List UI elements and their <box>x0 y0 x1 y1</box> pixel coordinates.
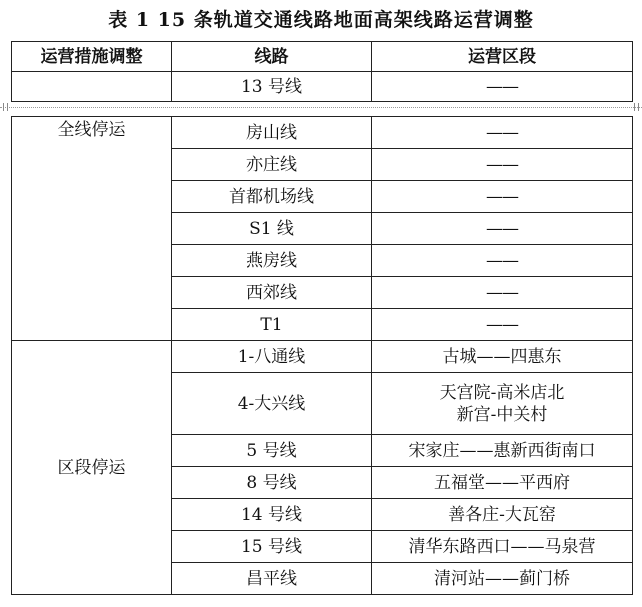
row-section: —— <box>372 213 633 245</box>
row-line: 燕房线 <box>172 245 372 277</box>
row-line: 13 号线 <box>172 72 372 102</box>
header-line: 线路 <box>172 42 372 72</box>
group-section-stop-label: 区段停运 <box>12 341 172 595</box>
table-row <box>12 72 633 102</box>
row-section: —— <box>372 245 633 277</box>
page-break-mark-left <box>3 103 8 111</box>
row-section-part-b: 新宫-中关村 <box>456 404 548 425</box>
table-row <box>12 341 633 373</box>
page-break-line <box>0 107 642 108</box>
row-section: 善各庄-大瓦窑 <box>372 499 633 531</box>
row-section: —— <box>372 181 633 213</box>
row-line: 亦庄线 <box>172 149 372 181</box>
row-line: 8 号线 <box>172 467 372 499</box>
row-section: 古城——四惠东 <box>372 341 633 373</box>
header-section: 运营区段 <box>372 42 633 72</box>
table-row <box>12 117 633 149</box>
row-section: 五福堂——平西府 <box>372 467 633 499</box>
body-table <box>11 116 633 595</box>
row-section-part-a: 天宫院-高米店北 <box>439 382 565 403</box>
row-line: 西郊线 <box>172 277 372 309</box>
page-break-mark-right <box>634 103 639 111</box>
row-line: 房山线 <box>172 117 372 149</box>
row-section: 宋家庄——惠新西街南口 <box>372 435 633 467</box>
row-line: 4-大兴线 <box>172 373 372 435</box>
row-section: 清华东路西口——马泉营 <box>372 531 633 563</box>
row-section: 清河站——蓟门桥 <box>372 563 633 595</box>
header-table <box>11 41 633 102</box>
row-line: T1 <box>172 309 372 341</box>
row-section <box>372 373 633 435</box>
row-section: —— <box>372 277 633 309</box>
row-section: —— <box>372 117 633 149</box>
row-line: 5 号线 <box>172 435 372 467</box>
row-line: 1-八通线 <box>172 341 372 373</box>
header-measure: 运营措施调整 <box>12 42 172 72</box>
row-line: 15 号线 <box>172 531 372 563</box>
row-section: —— <box>372 72 633 102</box>
row-section: —— <box>372 309 633 341</box>
row-line: 昌平线 <box>172 563 372 595</box>
table-caption: 表 1 15 条轨道交通线路地面高架线路运营调整 <box>108 9 534 31</box>
row-line: S1 线 <box>172 213 372 245</box>
row-section: —— <box>372 149 633 181</box>
header-row <box>12 42 633 72</box>
row-line: 首都机场线 <box>172 181 372 213</box>
row-line: 14 号线 <box>172 499 372 531</box>
group-full-stop-label: 全线停运 <box>12 117 172 341</box>
row-measure <box>12 72 172 102</box>
